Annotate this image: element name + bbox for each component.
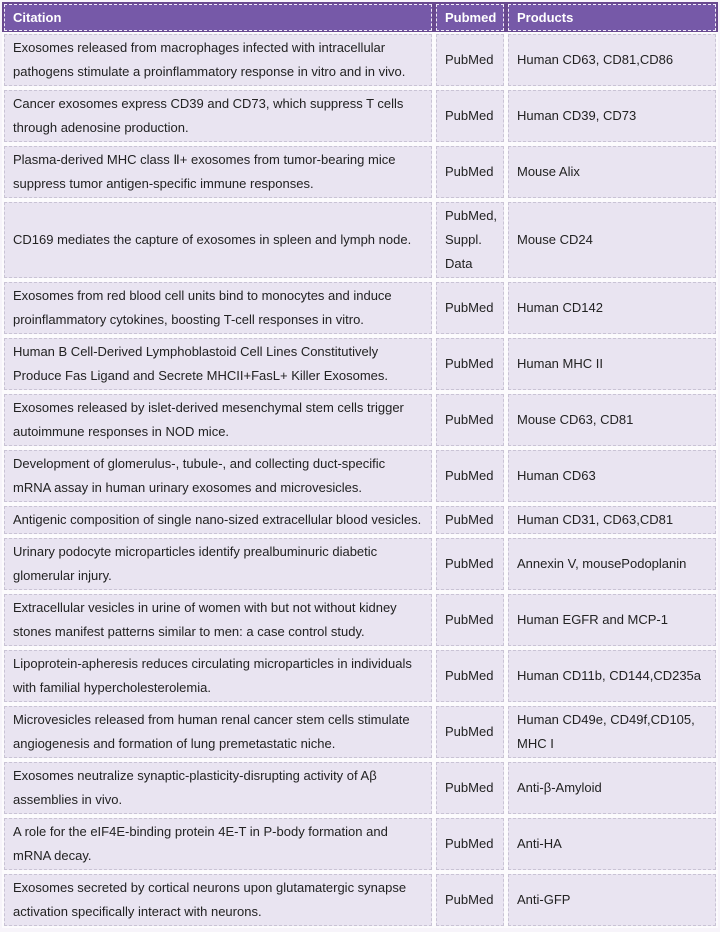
column-header-citation <box>4 4 432 31</box>
pubmed-text: PubMed <box>445 892 494 907</box>
table-row <box>2 144 718 200</box>
citation-cell <box>4 282 432 334</box>
products-text: Annexin V, mousePodoplanin <box>517 556 687 571</box>
pubmed-text: PubMed <box>445 668 494 683</box>
products-cell <box>508 818 716 870</box>
products-cell <box>508 706 716 758</box>
products-text: Human CD49e, CD49f,CD105, MHC I <box>517 712 695 751</box>
column-header-products <box>508 4 716 31</box>
products-text: Human MHC II <box>517 356 603 371</box>
products-text: Mouse Alix <box>517 164 580 179</box>
products-cell <box>508 594 716 646</box>
products-text: Anti-GFP <box>517 892 571 907</box>
products-cell <box>508 762 716 814</box>
products-cell <box>508 338 716 390</box>
pubmed-cell <box>436 706 504 758</box>
pubmed-text: PubMed <box>445 612 494 627</box>
products-text: Human CD39, CD73 <box>517 108 637 123</box>
pubmed-cell <box>436 538 504 590</box>
citation-text: Microvesicles released from human renal cancer stem cells stimulate angiogenesis and formation of lung premetastatic niche. <box>13 712 410 751</box>
citation-cell <box>4 538 432 590</box>
citation-cell <box>4 146 432 198</box>
column-header-products-label: Products <box>517 10 574 25</box>
column-header-pubmed <box>436 4 504 31</box>
table-row <box>2 336 718 392</box>
pubmed-cell <box>436 762 504 814</box>
table-row <box>2 392 718 448</box>
citation-text: Exosomes from red blood cell units bind to monocytes and induce proinflammatory cytokines, boosting T-cell responses in vitro. <box>13 288 392 327</box>
citation-cell <box>4 202 432 278</box>
table-row <box>2 280 718 336</box>
products-text: Mouse CD63, CD81 <box>517 412 634 427</box>
products-text: Human CD63 <box>517 468 596 483</box>
citation-cell <box>4 506 432 534</box>
products-text: Human CD63, CD81,CD86 <box>517 52 674 67</box>
products-text: Mouse CD24 <box>517 232 593 247</box>
products-text: Anti-HA <box>517 836 562 851</box>
table-row <box>2 760 718 816</box>
products-cell <box>508 506 716 534</box>
pubmed-text: PubMed <box>445 108 494 123</box>
pubmed-text: PubMed <box>445 780 494 795</box>
citation-text: Cancer exosomes express CD39 and CD73, which suppress T cells through adenosine production. <box>13 96 404 135</box>
citation-text: Exosomes secreted by cortical neurons upon glutamatergic synapse activation specifically interact with neurons. <box>13 880 407 919</box>
pubmed-cell <box>436 394 504 446</box>
table-row <box>2 592 718 648</box>
table-row <box>2 448 718 504</box>
pubmed-text: PubMed <box>445 556 494 571</box>
products-cell <box>508 34 716 86</box>
pubmed-cell <box>436 146 504 198</box>
products-text: Human CD11b, CD144,CD235a <box>517 668 702 683</box>
products-cell <box>508 538 716 590</box>
pubmed-cell <box>436 202 504 278</box>
table-row <box>2 504 718 536</box>
products-cell <box>508 394 716 446</box>
pubmed-text: PubMed <box>445 512 494 527</box>
table-body <box>2 32 718 928</box>
products-cell <box>508 874 716 926</box>
pubmed-cell <box>436 818 504 870</box>
pubmed-text: PubMed <box>445 724 494 739</box>
citation-text: Development of glomerulus-, tubule-, and collecting duct-specific mRNA assay in human urinary exosomes and microvesicles. <box>13 456 386 495</box>
products-text: Human EGFR and MCP-1 <box>517 612 668 627</box>
citation-text: A role for the eIF4E-binding protein 4E-T in P-body formation and mRNA decay. <box>13 824 388 863</box>
products-text: Human CD142 <box>517 300 603 315</box>
pubmed-text: PubMed <box>445 52 494 67</box>
citation-cell <box>4 594 432 646</box>
products-cell <box>508 146 716 198</box>
pubmed-text: PubMed <box>445 164 494 179</box>
citation-cell <box>4 90 432 142</box>
citation-text: Exosomes released from macrophages infected with intracellular pathogens stimulate a proinflammatory response in vitro and in vivo. <box>13 40 406 79</box>
citation-cell <box>4 394 432 446</box>
pubmed-cell <box>436 90 504 142</box>
citation-text: Urinary podocyte microparticles identify prealbuminuric diabetic glomerular injury. <box>13 544 378 583</box>
products-text: Human CD31, CD63,CD81 <box>517 512 674 527</box>
pubmed-cell <box>436 650 504 702</box>
table-row <box>2 200 718 280</box>
pubmed-cell <box>436 338 504 390</box>
column-header-citation-label: Citation <box>13 10 62 25</box>
pubmed-text: PubMed <box>445 356 494 371</box>
citation-cell <box>4 706 432 758</box>
citation-cell <box>4 874 432 926</box>
products-cell <box>508 450 716 502</box>
citation-text: CD169 mediates the capture of exosomes in spleen and lymph node. <box>13 232 412 247</box>
column-header-pubmed-label: Pubmed <box>445 10 497 25</box>
pubmed-text: PubMed, Suppl. Data <box>445 208 498 271</box>
table-row <box>2 536 718 592</box>
products-cell <box>508 282 716 334</box>
pubmed-text: PubMed <box>445 836 494 851</box>
products-text: Anti-β-Amyloid <box>517 780 602 795</box>
table-header-row <box>2 2 718 32</box>
citation-cell <box>4 450 432 502</box>
citation-cell <box>4 338 432 390</box>
citation-text: Extracellular vesicles in urine of women with but not without kidney stones manifest patterns similar to men: a case control study. <box>13 600 397 639</box>
pubmed-cell <box>436 282 504 334</box>
pubmed-cell <box>436 874 504 926</box>
table-row <box>2 704 718 760</box>
citation-cell <box>4 650 432 702</box>
citation-text: Plasma-derived MHC class Ⅱ+ exosomes from tumor-bearing mice suppress tumor antigen-specific immune responses. <box>13 152 396 191</box>
citation-text: Lipoprotein-apheresis reduces circulating microparticles in individuals with familial hypercholesterolemia. <box>13 656 412 695</box>
pubmed-cell <box>436 506 504 534</box>
table-row <box>2 32 718 88</box>
citation-text: Exosomes neutralize synaptic-plasticity-disrupting activity of Aβ assemblies in vivo. <box>13 768 377 807</box>
products-cell <box>508 202 716 278</box>
pubmed-cell <box>436 594 504 646</box>
citation-text: Exosomes released by islet-derived mesenchymal stem cells trigger autoimmune responses in NOD mice. <box>13 400 404 439</box>
citation-text: Antigenic composition of single nano-sized extracellular blood vesicles. <box>13 512 422 527</box>
table-row <box>2 872 718 928</box>
table-row <box>2 88 718 144</box>
citation-cell <box>4 818 432 870</box>
citation-cell <box>4 762 432 814</box>
pubmed-text: PubMed <box>445 412 494 427</box>
pubmed-text: PubMed <box>445 468 494 483</box>
citation-text: Human B Cell-Derived Lymphoblastoid Cell Lines Constitutively Produce Fas Ligand and Secrete MHCII+FasL+ Killer Exosomes. <box>13 344 389 383</box>
pubmed-cell <box>436 34 504 86</box>
citation-cell <box>4 34 432 86</box>
products-cell <box>508 650 716 702</box>
table-row <box>2 816 718 872</box>
pubmed-text: PubMed <box>445 300 494 315</box>
products-cell <box>508 90 716 142</box>
pubmed-cell <box>436 450 504 502</box>
table-row <box>2 648 718 704</box>
